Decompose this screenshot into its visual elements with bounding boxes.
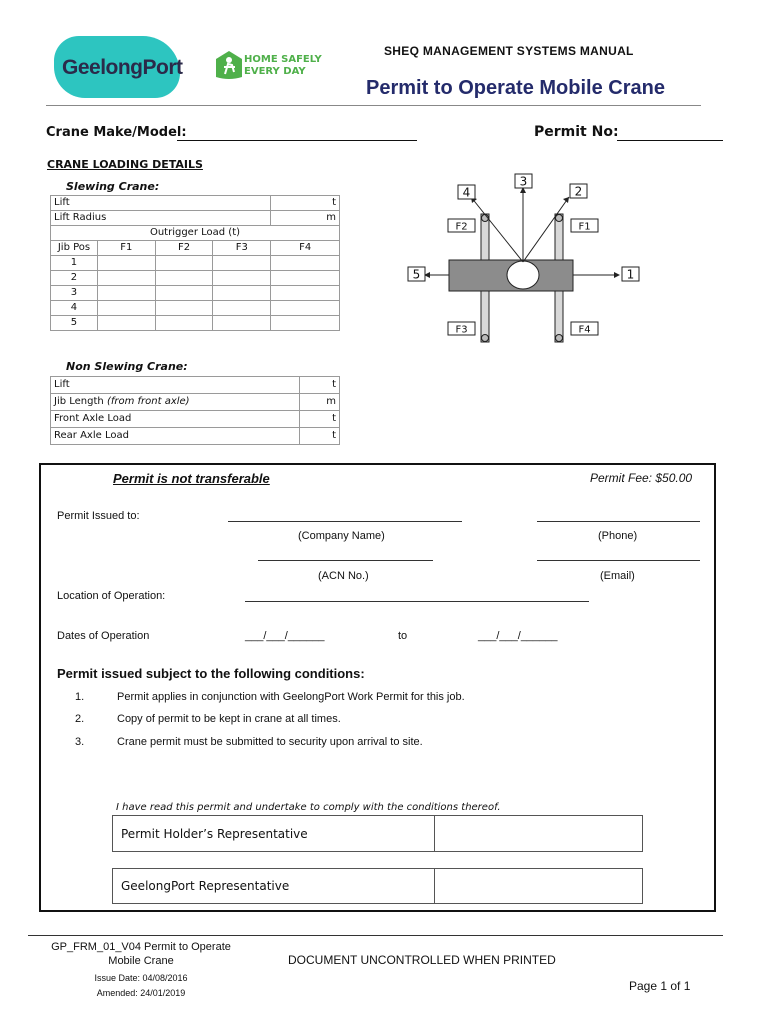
- column-header: F4: [271, 241, 340, 256]
- table-row: [51, 196, 340, 211]
- phone-label: (Phone): [598, 530, 638, 542]
- document-id: GP_FRM_01_V04 Permit to Operate Mobile Crane: [51, 941, 231, 967]
- document-dates: [28, 971, 254, 1001]
- position-3-label: 3: [519, 174, 528, 189]
- load-cell[interactable]: [97, 316, 155, 331]
- lift-unit: t: [271, 196, 340, 211]
- load-cell[interactable]: [97, 256, 155, 271]
- condition-number: 1.: [75, 691, 85, 703]
- not-transferable-notice: Permit is not transferable: [113, 471, 270, 486]
- front-axle-label: Front Axle Load: [51, 411, 300, 428]
- table-row: [51, 256, 340, 271]
- table-row: [51, 377, 340, 394]
- load-cell[interactable]: [213, 271, 271, 286]
- load-cell[interactable]: [213, 286, 271, 301]
- outrigger-f2-label: F2: [455, 221, 468, 233]
- jib-pos-cell: 4: [51, 301, 98, 316]
- conditions-title: Permit issued subject to the following conditions:: [57, 666, 365, 681]
- ns-lift-unit: t: [300, 377, 340, 394]
- ns-lift-label: Lift: [51, 377, 300, 394]
- declaration-text: I have read this permit and undertake to comply with the conditions thereof.: [116, 802, 501, 813]
- table-row: [51, 411, 340, 428]
- company-name-label: (Company Name): [298, 530, 385, 542]
- position-1-label: 1: [626, 267, 635, 282]
- issued-to-label: Permit Issued to:: [57, 510, 140, 522]
- load-cell[interactable]: [271, 301, 340, 316]
- company-name-field[interactable]: [228, 521, 462, 522]
- email-field[interactable]: [537, 560, 700, 561]
- load-cell[interactable]: [97, 286, 155, 301]
- load-cell[interactable]: [271, 256, 340, 271]
- front-axle-unit: t: [300, 411, 340, 428]
- jib-length-label: Jib Length (from front axle): [51, 394, 300, 411]
- make-model-field[interactable]: [177, 140, 417, 141]
- slewing-table: [50, 195, 340, 331]
- holder-rep-label: Permit Holder’s Representative: [121, 827, 308, 841]
- outrigger-f3-label: F3: [455, 324, 468, 336]
- crane-diagram: [400, 170, 650, 350]
- jib-pos-cell: 1: [51, 256, 98, 271]
- condition-number: 3.: [75, 736, 85, 748]
- table-row: [51, 286, 340, 301]
- load-cell[interactable]: [155, 316, 213, 331]
- jib-length-note: (from front axle): [106, 396, 190, 407]
- issue-date: Issue Date: 04/08/2016: [94, 973, 188, 983]
- jib-pos-cell: 3: [51, 286, 98, 301]
- email-label: (Email): [600, 570, 635, 582]
- lift-label: Lift: [51, 196, 271, 211]
- column-header: Jib Pos: [51, 241, 98, 256]
- position-5-label: 5: [412, 267, 421, 282]
- load-cell[interactable]: [155, 286, 213, 301]
- position-2-label: 2: [574, 184, 583, 199]
- jib-pos-cell: 2: [51, 271, 98, 286]
- load-cell[interactable]: [213, 316, 271, 331]
- permit-no-label: Permit No:: [534, 124, 619, 140]
- load-cell[interactable]: [213, 256, 271, 271]
- manual-title: SHEQ MANAGEMENT SYSTEMS MANUAL: [384, 44, 634, 58]
- home-safely-slogan: HOME SAFELY EVERY DAY: [244, 54, 322, 77]
- logo-text: GeelongPort: [62, 56, 183, 79]
- condition-number: 2.: [75, 713, 85, 725]
- location-field[interactable]: [245, 601, 589, 602]
- slewing-title: Slewing Crane:: [66, 180, 160, 193]
- make-model-label: Crane Make/Model:: [46, 125, 187, 140]
- non-slewing-title: Non Slewing Crane:: [66, 360, 188, 373]
- lift-radius-unit: m: [271, 211, 340, 226]
- outrigger-f4-label: F4: [578, 324, 591, 336]
- condition-text: Crane permit must be submitted to security upon arrival to site.: [117, 736, 423, 748]
- jib-length-unit: m: [300, 394, 340, 411]
- table-row: [51, 428, 340, 445]
- position-4-label: 4: [462, 185, 471, 200]
- dates-label: Dates of Operation: [57, 630, 150, 642]
- rear-axle-label: Rear Axle Load: [51, 428, 300, 445]
- location-label: Location of Operation:: [57, 590, 166, 602]
- load-cell[interactable]: [271, 271, 340, 286]
- acn-label: (ACN No.): [318, 570, 369, 582]
- permit-fee: Permit Fee: $50.00: [590, 471, 693, 485]
- non-slewing-table: [50, 376, 340, 445]
- outrigger-f1-label: F1: [578, 221, 591, 233]
- table-row: [51, 226, 340, 241]
- amended-date: Amended: 24/01/2019: [96, 988, 186, 998]
- table-row: [51, 316, 340, 331]
- load-cell[interactable]: [97, 271, 155, 286]
- condition-text: Copy of permit to be kept in crane at all times.: [117, 713, 341, 725]
- column-header: F2: [155, 241, 213, 256]
- table-header-row: [51, 241, 340, 256]
- date-to-field[interactable]: ___/___/______: [478, 630, 558, 642]
- loading-details-title: CRANE LOADING DETAILS: [47, 158, 203, 171]
- lift-radius-label: Lift Radius: [51, 211, 271, 226]
- to-label: to: [398, 630, 408, 642]
- form-title: Permit to Operate Mobile Crane: [366, 77, 665, 99]
- load-cell[interactable]: [155, 271, 213, 286]
- column-header: F3: [213, 241, 271, 256]
- table-row: [51, 394, 340, 411]
- column-header: F1: [97, 241, 155, 256]
- header-divider: [46, 105, 701, 106]
- table-row: [51, 211, 340, 226]
- gp-signature-field[interactable]: [434, 869, 642, 903]
- rear-axle-unit: t: [300, 428, 340, 445]
- footer-divider: [28, 935, 723, 936]
- permit-no-field[interactable]: [617, 140, 723, 141]
- jib-pos-cell: 5: [51, 316, 98, 331]
- outrigger-load-label: Outrigger Load (t): [51, 226, 340, 241]
- uncontrolled-notice: DOCUMENT UNCONTROLLED WHEN PRINTED: [288, 953, 556, 967]
- acn-field[interactable]: [258, 560, 433, 561]
- phone-field[interactable]: [537, 521, 700, 522]
- table-row: [51, 301, 340, 316]
- page-number: Page 1 of 1: [629, 979, 691, 993]
- load-cell[interactable]: [155, 256, 213, 271]
- load-cell[interactable]: [271, 286, 340, 301]
- table-row: [51, 271, 340, 286]
- gp-rep-label: GeelongPort Representative: [121, 879, 290, 893]
- condition-text: Permit applies in conjunction with GeelongPort Work Permit for this job.: [117, 691, 465, 703]
- home-safely-icon: [215, 50, 243, 80]
- load-cell[interactable]: [271, 316, 340, 331]
- holder-signature-field[interactable]: [434, 816, 642, 851]
- load-cell[interactable]: [213, 301, 271, 316]
- load-cell[interactable]: [155, 301, 213, 316]
- load-cell[interactable]: [97, 301, 155, 316]
- date-from-field[interactable]: ___/___/______: [245, 630, 325, 642]
